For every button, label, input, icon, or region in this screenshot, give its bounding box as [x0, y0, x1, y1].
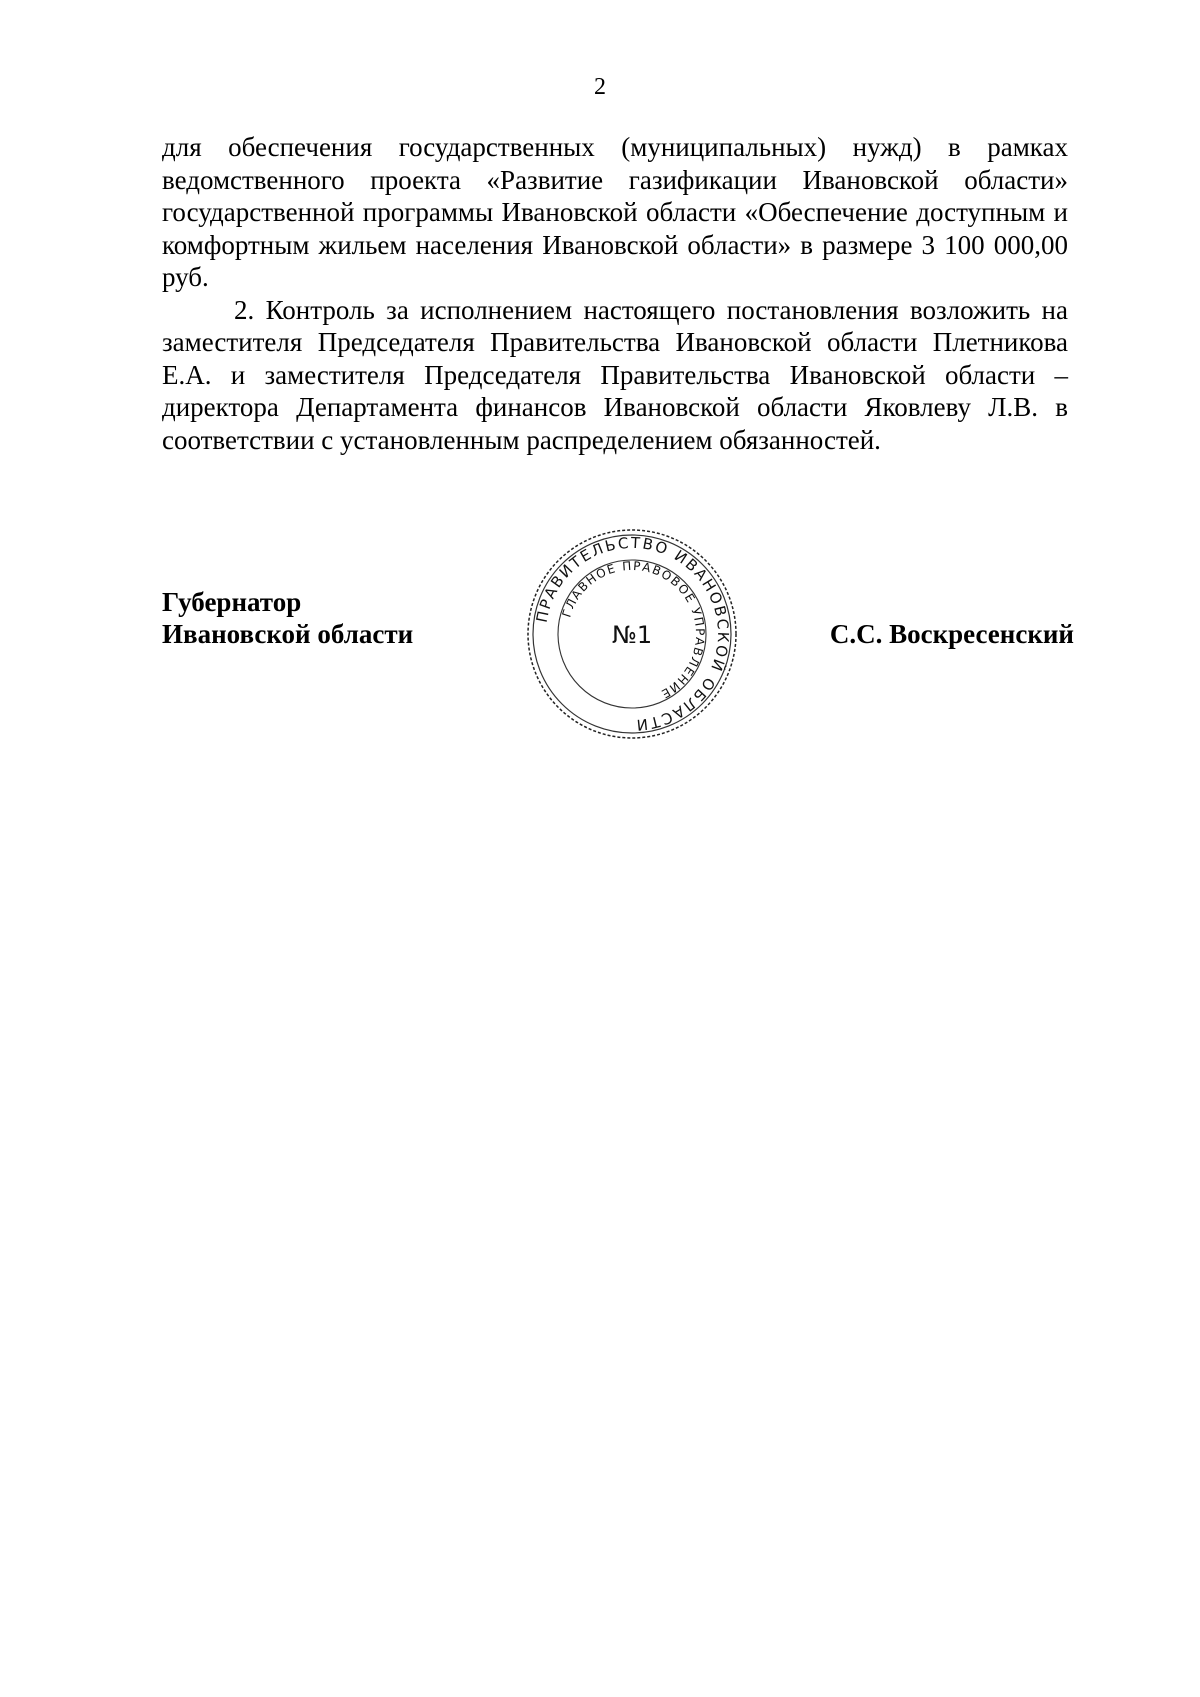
signatory-position-line-1: Губернатор [162, 587, 302, 617]
signatory-position [162, 586, 413, 650]
stamp-number: №1 [611, 621, 653, 649]
paragraph-control-clause: 2. Контроль за исполнением настоящего постановления возложить на заместителя Председателя Правительства Ивановской области Плетникова Е.А. и заместителя Председателя Правительства Ивановской области – директора Департамента финансов Ивановской области Яковлеву Л.В. в соответствии с установленным распределением обязанностей. [162, 294, 1068, 455]
signatory-position-line-2: Ивановской области [162, 619, 414, 649]
stamp-inner-text: ГЛАВНОЕ ПРАВОВОЕ УПРАВЛЕНИЕ [559, 558, 708, 702]
page-number: 2 [594, 74, 606, 100]
official-stamp [522, 524, 742, 744]
stamp-seal-icon [522, 524, 742, 744]
paragraph-continuation: для обеспечения государственных (муниципальных) нужд) в рамках ведомственного проекта «Развитие газификации Ивановской области» государственной программы Ивановской области «Обеспечение доступным и комфортным жильем населения Ивановской области» в размере 3 100 000,00 руб. [162, 132, 1068, 292]
stamp-outer-text: ПРАВИТЕЛЬСТВО ИВАНОВСКОЙ ОБЛАСТИ [532, 533, 733, 735]
document-body [162, 131, 1068, 456]
signatory-name: С.С. Воскресенский [829, 619, 1074, 649]
